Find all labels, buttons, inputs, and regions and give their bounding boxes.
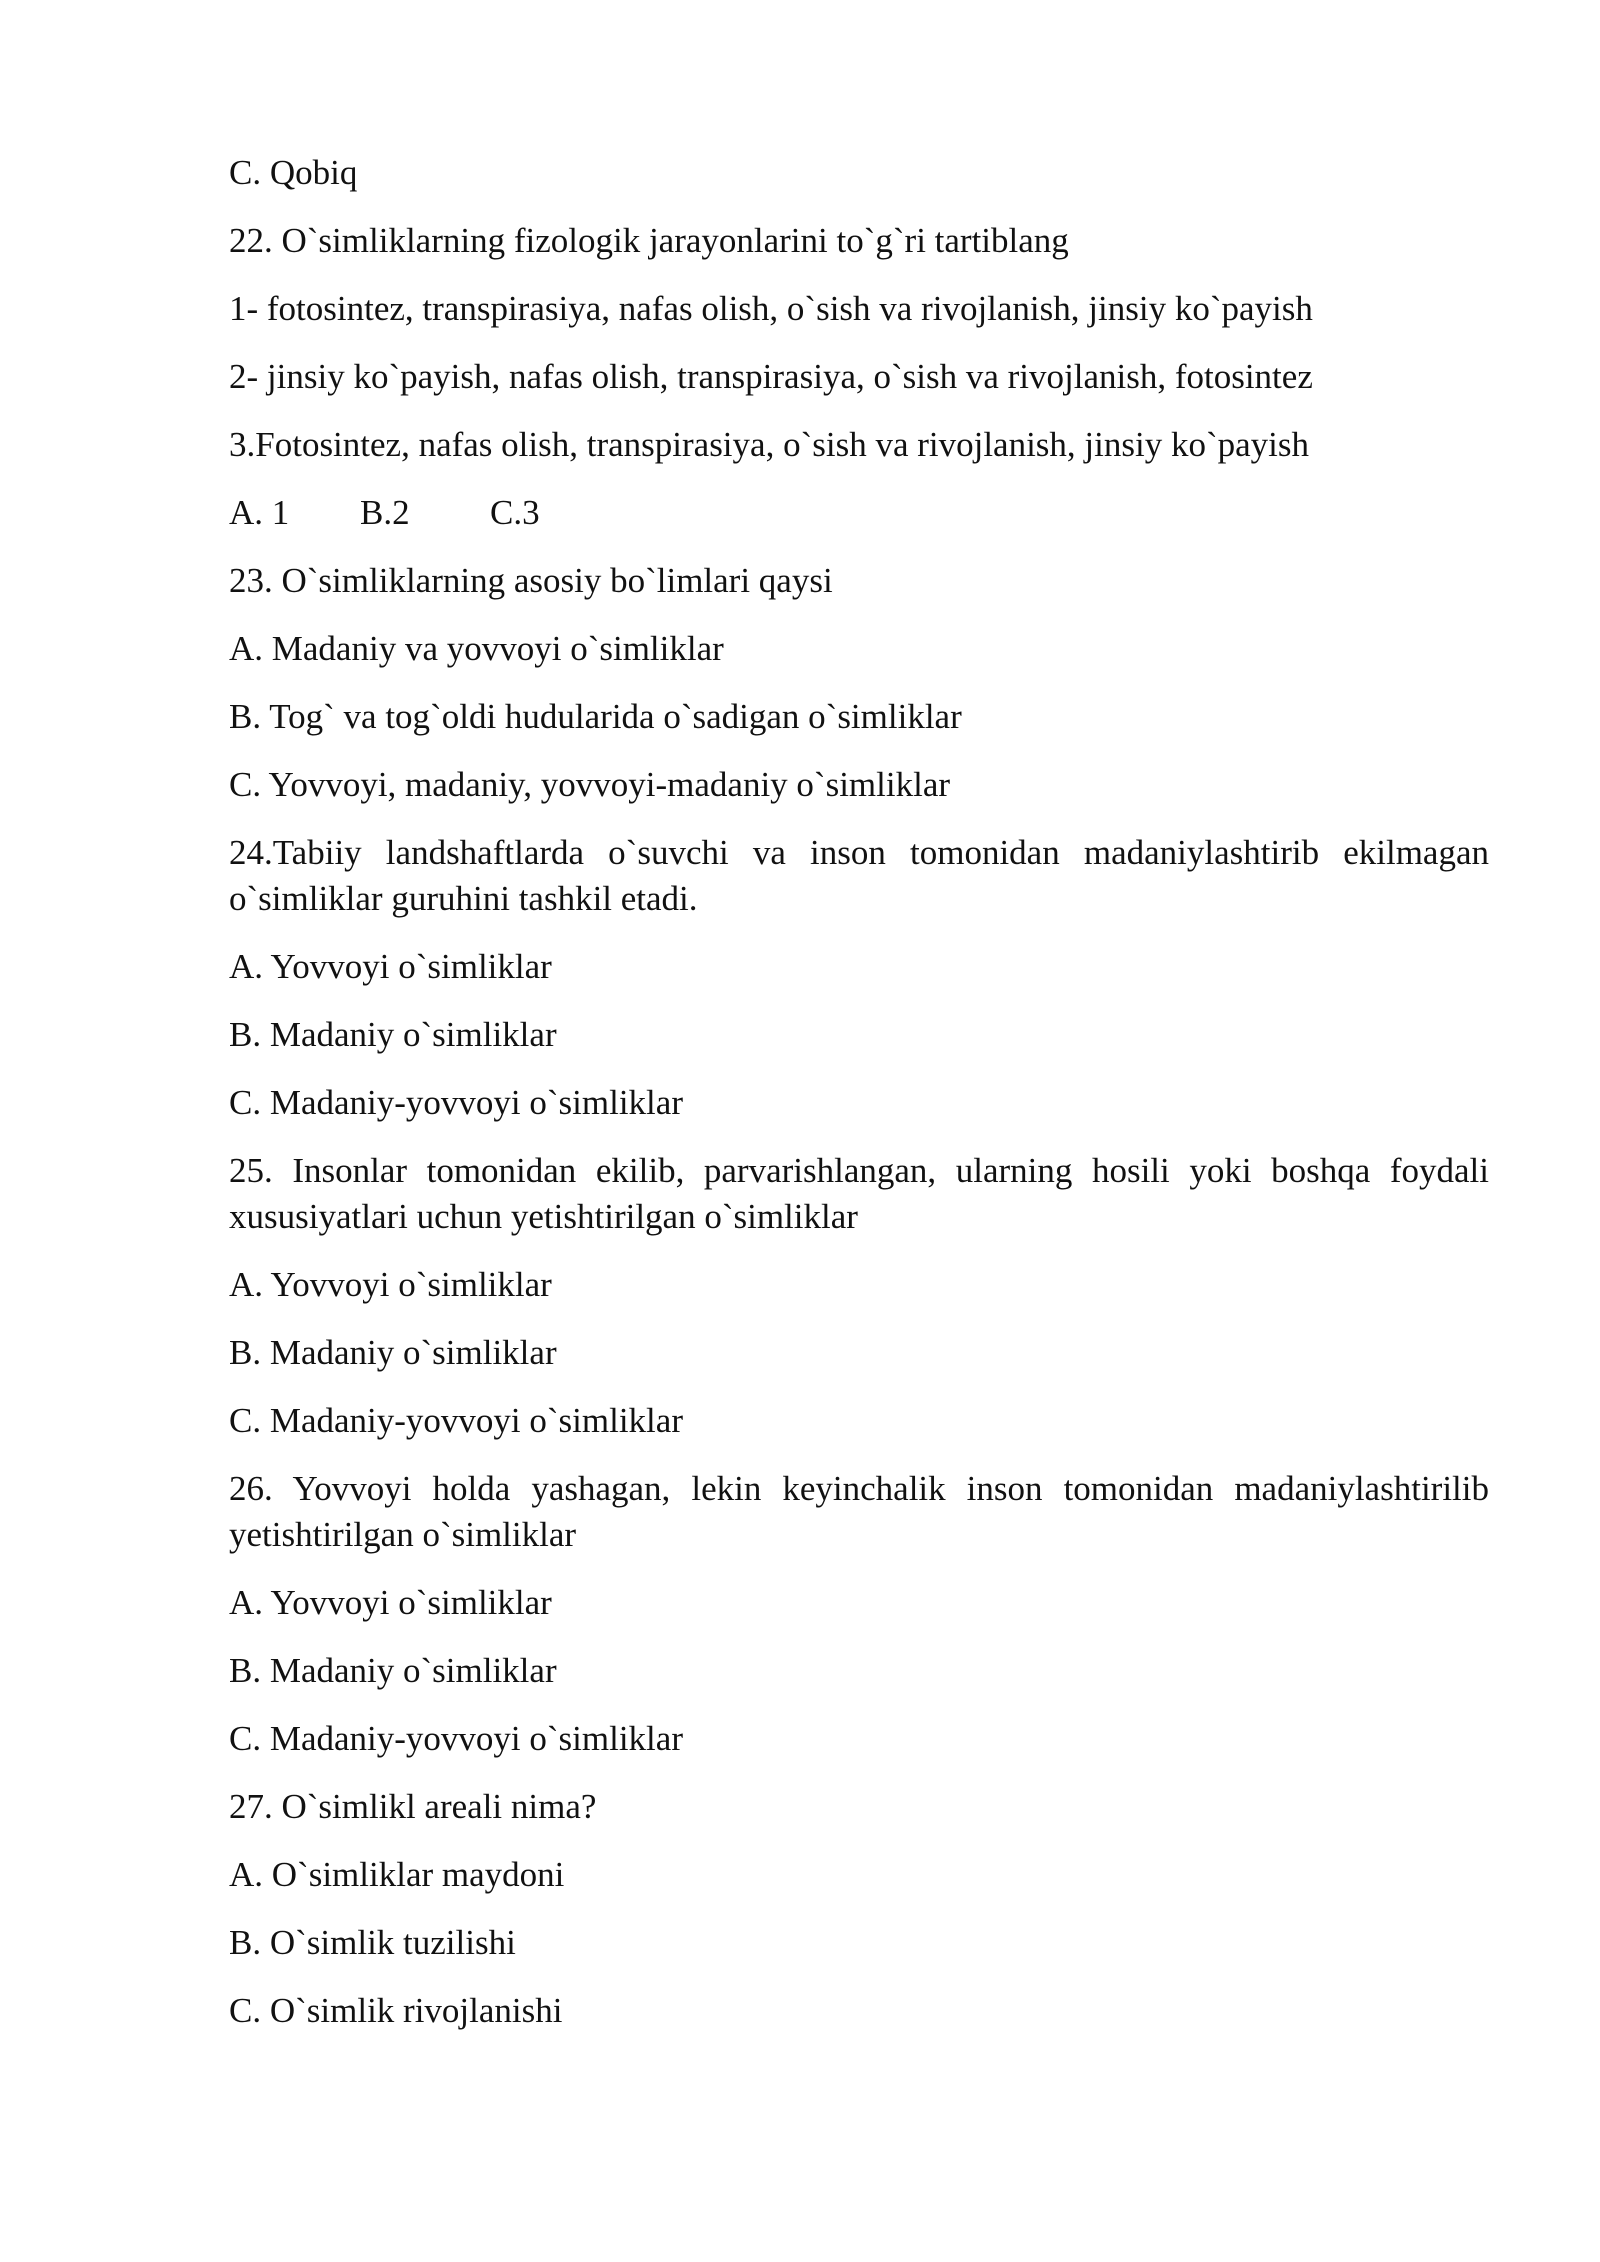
answer-option-b: B. Madaniy o`simliklar [229,1651,557,1690]
answer-option-b: B. O`simlik tuzilishi [229,1923,516,1962]
answer-option-b: B.2 [360,493,410,532]
answer-option-a: A. Madaniy va yovvoyi o`simliklar [229,629,724,668]
answer-option-a: A. Yovvoyi o`simliklar [229,1265,552,1304]
answer-option-c: C. O`simlik rivojlanishi [229,1991,563,2030]
question-24: 24.Tabiiy landshaftlarda o`suvchi va inson tomonidan madaniylashtirib ekilmagan o`simliklar guruhini tashkil etadi. [229,833,1489,918]
answer-option-c: C.3 [490,493,540,532]
answer-option-a: A. Yovvoyi o`simliklar [229,1583,552,1622]
document-page [229,150,1489,2056]
question-25: 25. Insonlar tomonidan ekilib, parvarishlangan, ularning hosili yoki boshqa foydali xususiyatlari uchun yetishtirilgan o`simliklar [229,1151,1489,1236]
sequence-option-1: 1- fotosintez, transpirasiya, nafas olish, o`sish va rivojlanish, jinsiy ko`payish [229,289,1313,328]
answer-option-a: A. O`simliklar maydoni [229,1855,565,1894]
answer-option-b: B. Madaniy o`simliklar [229,1333,557,1372]
question-27: 27. O`simlikl areali nima? [229,1787,597,1826]
sequence-option-2: 2- jinsiy ko`payish, nafas olish, transpirasiya, o`sish va rivojlanish, fotosintez [229,357,1313,396]
answer-option-a: A. 1 [229,493,290,532]
answer-option-a: A. Yovvoyi o`simliklar [229,947,552,986]
question-22: 22. O`simliklarning fizologik jarayonlarini to`g`ri tartiblang [229,221,1069,260]
question-26: 26. Yovvoyi holda yashagan, lekin keyinchalik inson tomonidan madaniylashtirilib yetishtirilgan o`simliklar [229,1469,1489,1554]
answer-option-b: B. Tog` va tog`oldi hudularida o`sadigan o`simliklar [229,697,962,736]
sequence-option-3: 3.Fotosintez, nafas olish, transpirasiya, o`sish va rivojlanish, jinsiy ko`payish [229,425,1310,464]
answer-option-b: B. Madaniy o`simliklar [229,1015,557,1054]
answer-option-c: C. Madaniy-yovvoyi o`simliklar [229,1719,683,1758]
answer-option-c: C. Madaniy-yovvoyi o`simliklar [229,1083,683,1122]
answer-option-c: C. Madaniy-yovvoyi o`simliklar [229,1401,683,1440]
answer-option-c: C. Yovvoyi, madaniy, yovvoyi-madaniy o`simliklar [229,765,951,804]
answer-row [229,490,1489,536]
answer-option: C. Qobiq [229,153,358,192]
question-23: 23. O`simliklarning asosiy bo`limlari qaysi [229,561,833,600]
